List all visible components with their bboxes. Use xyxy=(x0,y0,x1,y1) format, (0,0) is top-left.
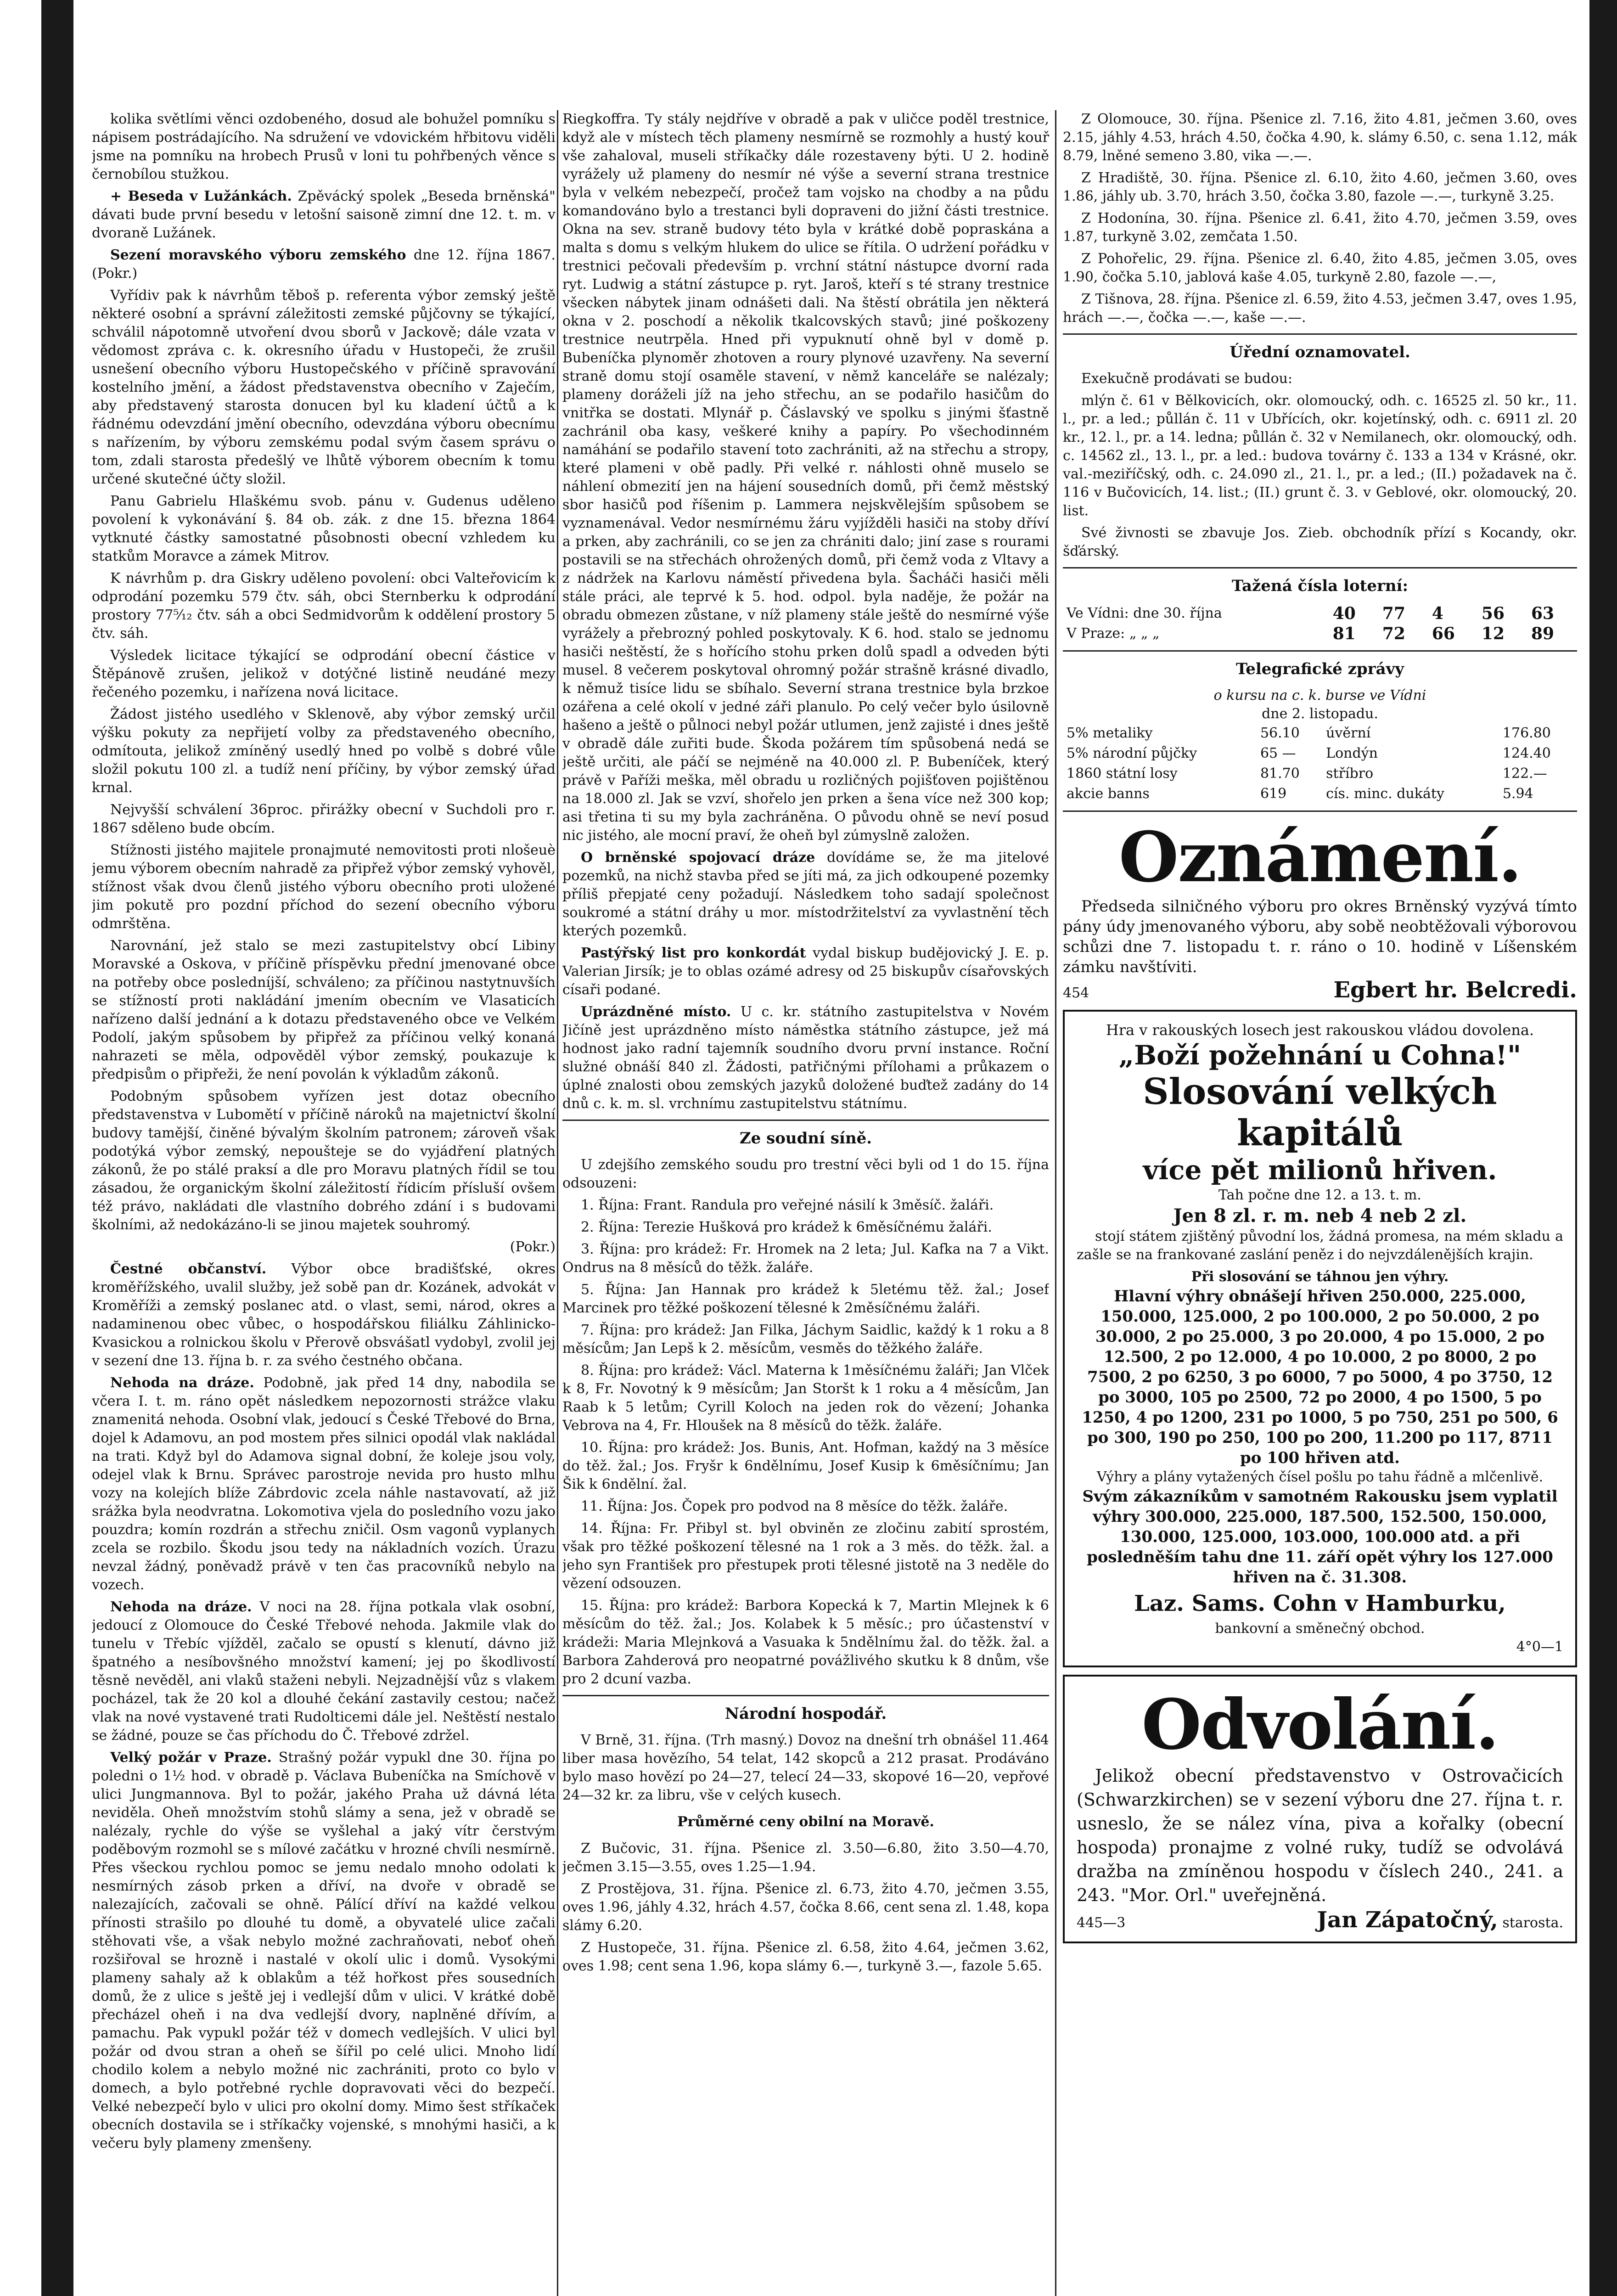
table-cell: 619 xyxy=(1260,786,1287,802)
table-row xyxy=(1063,624,1577,644)
article-text xyxy=(92,1260,556,1370)
verdict-item: 3. Října: pro krádež: Fr. Hromek na 2 leta; Jul. Kafka na 7 a Vikt. Ondrus na 8 měsíců do těžk. žaláře. xyxy=(562,1241,1049,1276)
article-text: mlýn č. 61 v Bělkovicích, okr. olomoucký, odh. c. 16525 zl. 50 kr., 11. l., pr. a led.; půllán č. 11 v Ubřících, okr. kojetínský, odh. c. 6911 zl. 20 kr., 12. l., pr. a 14. ledna; půllán č. 32 v Nemilanech, okr. olomoucký, odh. c. 14562 zl., 13. l., pr. a led.: budova továrny č. 133 a 134 v Krásné, okr. val.-meziříčský, odh. c. 24.090 zl., 21. l., pr. a led.; (II.) požadavek na č. 116 v Bučovicích, 14. list.; (II.) grunt č. 3. v Geblové, okr. olomoucký, 20. list. xyxy=(1063,393,1577,519)
column-middle xyxy=(562,110,1049,2296)
article-text: Z Hustopeče, 31. října. Pšenice zl. 6.58, žito 4.64, ječmen 3.62, oves 1.98; cent sena 1.96, kopa slámy 6.—, turkyně 3.—, fazole 5.65. xyxy=(562,1940,1049,1974)
continued-note: (Pokr.) xyxy=(510,1239,556,1255)
table-cell: akcie banns xyxy=(1067,786,1150,802)
article-text: Z Hodonína, 30. října. Pšenice zl. 6.41, žito 4.70, ječmen 3.59, oves 1.87, turkyně 3.02, zemčata 1.50. xyxy=(1063,210,1577,245)
advert-price: Jen 8 zl. r. m. neb 4 neb 2 zl. xyxy=(1173,1205,1467,1227)
ad-number: 445—3 xyxy=(1077,1915,1126,1931)
announcement-footer xyxy=(1063,977,1577,1003)
lottery-label: Ve Vídni: dne 30. října xyxy=(1067,605,1222,621)
table-row xyxy=(1063,764,1577,784)
lottery-table xyxy=(1063,603,1577,644)
table-row xyxy=(1063,723,1577,743)
article-text: U zdejšího zemského soudu pro trestní věci byli od 1 do 15. října odsouzeni: xyxy=(562,1157,1049,1191)
table-cell: 124.40 xyxy=(1502,745,1551,761)
section-heading: Telegrafické zprávy xyxy=(1235,660,1404,678)
exchange-table xyxy=(1063,723,1577,804)
section-rule xyxy=(1063,333,1577,335)
article-text: Výsledek licitace týkající se odprodání obecní částice v Štěpánově zrušen, jelikož v dotýčné listině neudáné mezy řečeného pozemku, i nařízena nová licitace. xyxy=(92,647,556,700)
ad-number: 4°0—1 xyxy=(1516,1639,1563,1655)
section-heading: Tažená čísla loterní: xyxy=(1231,577,1409,595)
announcement-text: Předseda silničného výboru pro okres Brněnský vyzývá tímto pány údy jmenovaného výboru, aby sobě neobtěžovali výborovou schůzi dne 7. listopadu t. r. ráno o 10. hodině v Líšenském zámku navštíviti. xyxy=(1063,897,1577,976)
headline: Nehoda na dráze. xyxy=(110,1375,254,1391)
article-text xyxy=(562,944,1049,999)
lottery-number: 63 xyxy=(1531,604,1555,623)
date-line: dne 2. listopadu. xyxy=(1262,706,1378,722)
table-cell: 5% metaliky xyxy=(1067,725,1153,741)
article-text: V noci na 28. října potkala vlak osobní, jedoucí z Olomouce do České Třebové nehoda. Jakmile vlak do tunelu v Třebíc vjížděl, začalo se opustí s klenutí, dávno již špatného a nesíbovšného množství kamení; jej po škodlivostí těsně nevěděl, ani vlaků staženi nebyli. Nejzadnější vůz s vlakem pocházel, tak že 20 kol a dlouhé čekání zastavily cestou; načež vlak na nové vystavené trati Rudolticemi dále jel. Neštěstí nestalo se žádné, pouze se čas příchodu do Č. Třebové zdržel. xyxy=(92,1599,556,1744)
lottery-number: 56 xyxy=(1481,604,1505,623)
lottery-number: 12 xyxy=(1481,624,1505,643)
article-text: dne 12. října 1867. (Pokr.) xyxy=(92,247,556,281)
column-divider xyxy=(1055,110,1056,2296)
lottery-label: V Praze: „ „ „ xyxy=(1067,625,1160,642)
advert-prizes: Svým zákazníkům v samotném Rakousku jsem vyplatil výhry 300.000, 225.000, 187.500, 152.500, 150.000, 130.000, 125.000, 103.000, 100.000 atd. a při posledněším tahu dne 11. září opět výhry los 127.000 hřiven na č. 31.308. xyxy=(1082,1487,1558,1587)
advert-firm: Laz. Sams. Cohn v Hamburku, xyxy=(1134,1591,1506,1616)
ad-number: 454 xyxy=(1063,985,1089,1001)
lottery-number: 72 xyxy=(1382,624,1405,643)
article-text: Své živnosti se zbavuje Jos. Zieb. obchodník přízí s Kocandy, okr. šďárský. xyxy=(1063,525,1577,559)
verdict-item: 11. Října: Jos. Čopek pro podvod na 8 měsíce do těžk. žaláře. xyxy=(581,1498,1008,1514)
article-text: Narovnání, jež stalo se mezi zastupitelstvy obcí Libiny Moravské a Oskova, v příčině příspěvku přední jmenované obce na potřeby obce posledníjší, schváleno; za příčinou nastytnuvších se stížností proti nakládání jmením obecním ve Vlasaticích nařízeno další jednání a k dotazu představeného obce ve Velkém Podolí, jakým spůsobem by připřež za příčinou velký konaná nahrazeti se měla, odpověděl výbor zemský, poukazuje k předpisům o připřeži, že není povolán k výkladům zákonů. xyxy=(92,938,556,1082)
headline: O brněnské spojovací dráze xyxy=(581,850,815,866)
verdict-item: 14. Října: Fr. Přibyl st. byl obviněn ze zločinu zabití sprostém, však pro těžké poškození tělesné na 1 rok a 3 měs. do těžk. žal. a jeho syn František pro přestupek proti tělesné jistotě na 3 neděle do vězení odsouzen. xyxy=(562,1520,1049,1592)
article-text: Podobně, jak před 14 dny, nabodila se včera I. t. m. ráno opět následkem nepozornosti strážce vlaku znamenitá nehoda. Osobní vlak, jedoucí s České Třebové do Brna, dojel k Adamovu, an pod mostem přes silnici opodál vlak nakládal na trati. Když byl do Adamova signal dobní, že koleje jsou voly, odejel vlak k Brnu. Správec parostroje nevida pro husto mlhu vozy na kolejích blíže Zábrdovic zcela náhle nastavovatí, až již srážka byla neodvratna. Lokomotiva vjela do posledního vozu jako pouzdra; komín rozdrán a střechu zničil. Osm vagonů vyplanych zcela se rozbilo. Škodu jsou tedy na nákladních vozích. Úrazu nevzal žádný, poněvadž právě v ten čas pracovníků nebylo na vozech. xyxy=(92,1375,556,1593)
section-rule xyxy=(1063,650,1577,652)
column-divider xyxy=(557,110,558,2296)
verdict-item: 1. Října: Frant. Randula pro veřejné násilí k 3měsíč. žaláři. xyxy=(581,1197,994,1213)
article-text: Z Hradiště, 30. října. Pšenice zl. 6.10, žito 4.60, ječmen 3.60, oves 1.86, jáhly ub. 3.70, hrách 3.50, čočka 3.80, fazole —.—, turkyně 3.25. xyxy=(1063,170,1577,204)
headline: Čestné občanství. xyxy=(110,1261,267,1277)
article-text: Z Olomouce, 30. října. Pšenice zl. 7.16, žito 4.81, ječmen 3.60, oves 2.15, jáhly 4.53, hrách 4.50, čočka 4.90, k. slámy 6.50, c. sena 1.12, mák 8.79, lněné semeno 3.80, vika —.—. xyxy=(1063,111,1577,164)
table-cell: 65 — xyxy=(1260,745,1296,761)
signature-title: starosta. xyxy=(1502,1915,1563,1931)
signature: Jan Zápatočný, xyxy=(1317,1907,1498,1933)
section-heading: Úřední oznamovatel. xyxy=(1230,343,1410,361)
advert-title: „Boží požehnání u Cohna!" xyxy=(1118,1040,1522,1071)
lottery-number: 40 xyxy=(1332,604,1356,623)
table-cell: úvěrní xyxy=(1326,725,1371,741)
section-rule xyxy=(562,1120,1049,1121)
headline: Uprázdněné místo. xyxy=(581,1004,731,1020)
table-cell: 5% národní půjčky xyxy=(1067,745,1197,761)
column-right xyxy=(1063,110,1577,2296)
article-text: U c. kr. státního zastupitelstva v Novém Jičíně jest uprázdněno místo náměstka státního zástupce, jež má hodnost jako radní tajemník soudního dvoru první instance. Roční služné obnáší 840 zl. Žádosti, patřičnými přílohami a průkazem o úplné znalosti obou zemských jazyků doložené buďtež zadány do 14 dnů c. k. m. sl. vrchnímu zastupitelstvu státnímu. xyxy=(562,1004,1049,1112)
table-row xyxy=(1063,784,1577,804)
lottery-number: 77 xyxy=(1382,604,1405,623)
section-rule xyxy=(562,1695,1049,1696)
lottery-number: 89 xyxy=(1531,624,1555,643)
article-text: V Brně, 31. října. (Trh masný.) Dovoz na dnešní trh obnášel 11.464 liber masa hovězího, 54 telat, 142 skopců a 212 prasat. Prodáváno bylo maso hovězí po 24—27, telecí 24—33, skopové 16—20, vepřové 24—32 kr. za libru, vše v celých kusech. xyxy=(562,1732,1049,1803)
article-text: Z Pohořelic, 29. října. Pšenice zl. 6.40, žito 4.85, ječmen 3.05, oves 1.90, čočka 5.10, jablová kaše 4.05, turkyně 2.80, fazole —.—, xyxy=(1063,251,1577,285)
verdict-item: 2. Října: Terezie Hušková pro krádež k 6měsíčnému žaláři. xyxy=(581,1219,992,1235)
headline: Pastýřský list pro konkordát xyxy=(581,945,806,961)
article-text xyxy=(562,849,1049,940)
headline: Velký požár v Praze. xyxy=(110,1750,272,1766)
article-text: Strašný požár vypukl dne 30. října po poledni o 1½ hod. v obradě p. Václava Bubeníčka na Smíchově v ulici Jungmannova. Byl to požár, jakého Praha už dávná léta neviděla. Oheň množstvím stohů slámy a sena, jež v obradě se nalézaly, rychle do výše se vyšlehal a jaký vítr čerstvým poděbovým rozmohl se s mílové začátku v hrozné chvíli nesmírně. Přes všeckou rychlou pomoc se jemu nedalo mnoho odolati k nesmírných zásob prken a dříví, na dvoře v obradě se nalezajících, začovali se ohně. Pálící dříví na každé velkou přínosti strašilo po dlouhé tu domě, a obyvatelé ulice začali stěhovati vše, a však nebylo možné zachraňovati, neboť oheň rozšiřoval se hrozně i nastalé v okolí ulic i domů. Vysokými plameny sahaly až k oblakům a též hořkost přes sousedních domů, že z ulice s ještě jej i vedlejší dům v ulici. V krátké době přecházel oheň i na dva vedlejší dvory, naplněné dřívím, a pamachu. Pak vypukl požár též v domech vedlejších. V ulici byl požár od dvou stran a oheň se šířil po celé ulici. Mnoho lidí chodilo kolem a nebylo možné nic zachrániti, proto co bylo v domech, a bylo potřebné rychle dopravovati věci do bezpečí. Velké nebezpečí bylo v ulici pro okolní domy. Mimo šest stříkaček obecních dostavila se i stříkačky vojenské, s mnohými hasiči, a k večeru byly plameny zmenšeny. xyxy=(92,1750,556,2151)
advert-firm-sub: bankovní a směnečný obchod. xyxy=(1215,1621,1425,1637)
table-cell: 1860 státní losy xyxy=(1067,765,1178,782)
advert-intro: Hra v rakouských losech jest rakouskou vládou dovolena. xyxy=(1106,1021,1534,1039)
lottery-number: 4 xyxy=(1432,604,1443,623)
article-text: kolika světlími věnci ozdobeného, dosud ale bohužel pomníku s nápisem postrádajícího. Na sdružení ve vdovickém hřbitovu viděli jsme na pomníku na hrobech Prusů v loni tu pohřbených věnce s černobílou stužkou. xyxy=(92,111,556,182)
scan-border-left xyxy=(41,0,73,2296)
table-cell: 122.— xyxy=(1502,765,1547,782)
headline: + Beseda v Lužánkách. xyxy=(110,188,292,204)
article-text: Z Bučovic, 31. října. Pšenice zl. 3.50—6.80, žito 3.50—4.70, ječmen 3.15—3.55, oves 1.25—1.94. xyxy=(562,1840,1049,1875)
revocation-advert xyxy=(1063,1675,1577,1943)
advert-footer xyxy=(1077,1907,1563,1933)
lottery-number: 66 xyxy=(1432,624,1455,643)
subheading: o kursu na c. k. burse ve Vídni xyxy=(1213,687,1426,703)
advert-text: stojí státem zjištěný původní los, žádná promesa, na mém skladu a zašle se na frankované zaslání peněz i do nejvzdálenějších krajin. xyxy=(1077,1228,1563,1263)
table-row xyxy=(1063,743,1577,764)
article-text: Vyřídiv pak k návrhům těboš p. referenta výbor zemský ještě některé osobní a správní záležitosti zemské půjčovny se týkající, schválil nápotomně utvoření dvou sborů v Jackově; dále vzata v vědomost zpráva c. k. okresního úřadu v Hustopeči, že zrušil usnešení obecního výboru Hustopečského v příčině spravování kostelního jmění, a žádost představenstva obecního v Zaječím, aby představený starosta donucen byl ku kladení účtů a k řádnému odevzdání jmění obecního, odevzdána výboru obecnímu s nařízením, by výboru zemskému podal svým časem správu o tom, zdali starosta předešlý ve lhůtě výborem obecním k tomu určené skutečné účty složil. xyxy=(92,287,556,487)
verdict-item: 15. Října: pro krádež: Barbora Kopecká k 7, Martin Mlejnek k 6 měsícům do těž. žal.; Jos. Kolabek k 5 měsíc.; pro účastenství v krádeži: Maria Mlejnková a Vasuaka k 5ndělnímu žal. do těžk. žal. a Barbora Zahderová pro neopatrné povážlivého skutku k 8 dnům, vše pro 2 dcuní vazba. xyxy=(562,1598,1049,1687)
article-text xyxy=(562,1003,1049,1113)
headline: Nehoda na dráze. xyxy=(110,1599,252,1615)
advert-title: Slosování velkých kapitálů xyxy=(1143,1071,1497,1154)
table-cell: 56.10 xyxy=(1260,725,1300,741)
advert-text: Výhry a plány vytažených čísel pošlu po tahu řádně a mlčenlivě. xyxy=(1096,1469,1544,1485)
section-heading: Národní hospodář. xyxy=(724,1705,887,1723)
verdict-item: 8. Října: pro krádež: Václ. Materna k 1měsíčnému žaláři; Jan Vlček k 8, Fr. Novotný k 9 měsícům; Jan Storšt k 1 roku a 4 měsícům, Jan Raab k 5 letům; Cyrill Koloch na jeden rok do vězení; Johanka Vebrova na 4, Fr. Hloušek na 8 měsíců do těžk. žaláře. xyxy=(562,1362,1049,1434)
scan-border-right xyxy=(1589,0,1617,2296)
column-left xyxy=(92,110,556,2296)
article-text: dovídáme se, že ma jitelové pozemků, na nichž stavba před se jíti má, za jich odkoupené pozemky příliš přepjaté ceny požadují. Následkem toho sadají společnost soukromé a státní dráhy u mor. místodržitelství za vyvlastnění těch kterých pozemků. xyxy=(562,850,1049,939)
table-cell: 5.94 xyxy=(1502,786,1533,802)
article-text: Panu Gabrielu Hlaškému svob. pánu v. Gudenus udělenо povolení k vykonávání §. 84 ob. zák. z dne 15. března 1864 vytknuté částky samostatné působnosti obecní vzhledem ku statkům Moravce a zámek Mitrov. xyxy=(92,493,556,564)
article-text: K návrhům p. dra Giskry uděleno povolení: obci Valteřovicím k odprodání pozemku 579 čtv. sáh, obci Sternberku k odprodání prostory 77⁵⁄₁₂ čtv. sáh a obci Sedmidvorům k oddělení prostory 5 čtv. sáh. xyxy=(92,570,556,642)
headline: Sezení moravského výboru zemského xyxy=(110,247,406,263)
advert-text: Tah počne dne 12. a 13. t. m. xyxy=(1218,1187,1421,1203)
article-text: Stížnosti jistého majitele pronajmuté nemovitosti proti nlošeuè jemu výborem obecním nahradě za připřež výbor zemský vyhověl, stížnost však dvou členů jistého výboru obecního proti uložené jim pokutě pro pozdní příchod do sezení obecního výboru odmrštěna. xyxy=(92,842,556,932)
table-cell: 81.70 xyxy=(1260,765,1300,782)
article-text: Z Tišnova, 28. října. Pšenice zl. 6.59, žito 4.53, ječmen 3.47, oves 1.95, hrách —.—, čočka —.—, kaše —.—. xyxy=(1063,291,1577,326)
verdict-item: 7. Října: pro krádež: Jan Filka, Jáchym Saidlic, každý k 1 roku a 8 měsícům; Jan Lepš k 2. měsícům, vesměs do těžkého žaláře. xyxy=(562,1322,1049,1356)
section-rule xyxy=(1063,567,1577,568)
advert-prizes: Hlavní výhry obnášejí hřiven 250.000, 225.000, 150.000, 125.000, 2 po 100.000, 2 po 50.000, 2 po 30.000, 2 po 25.000, 3 po 20.000, 4 po 15.000, 2 po 12.500, 2 po 12.000, 4 po 10.000, 2 po 8000, 2 po 7500, 2 po 6250, 3 po 6000, 7 po 5000, 4 po 3750, 12 po 3000, 105 po 2500, 72 po 2000, 4 po 1500, 5 po 1250, 4 po 1200, 231 po 1000, 5 po 750, 251 po 500, 6 po 300, 190 po 250, 100 po 200, 11.200 po 117, 8711 po 100 hřiven atd. xyxy=(1082,1287,1558,1467)
table-cell: Londýn xyxy=(1326,745,1378,761)
advert-text: Jelikož obecní představenstvo v Ostrovačicích (Schwarzkirchen) se v sezení výboru dne 27. října t. r. usneslo, že se nález vína, piva a kořalky (obecní hospoda) pronajme z volné ruky, tudíž se odvolává dražba na zmíněnou hospodu v číslech 240., 241. a 243. "Mor. Orl." uveřejněná. xyxy=(1077,1766,1563,1905)
article-text: Podobným spůsobem vyřízen jest dotaz obecního představenstva v Lubomětí v příčině nároků na majetnictví školní budovy tamější, činěné bývalým školním patronem; zároveň však podotýká výbor zemský, nepoušteje se do vyjádření platných zákonů, že po stálé praksí a dle pro Moravu platných řídil se tou zásadou, že organickým školní záležitostí řídicím přísluší ovšem též právo, nakládati dle vlastního dobrého zdání i s budovami školními, až nedokázáno-li se jinou majetek souhromý. xyxy=(92,1088,556,1233)
article-text: Výbor obce bradišťské, okres kroměřížského, uvalil služby, jež sobě pan dr. Kozánek, advokát v Kroměříži a zemský poslanec atd. o vlast, semi, národ, okres a nadaminenou obec vůbec, o hospodářskou filiálku Záhlinicko-Kvasickou a rolnickou školu v Přerově obsvášatl vydobyl, zvolil jej v sezení dne 13. října b. r. za svého čestného občana. xyxy=(92,1261,556,1369)
table-cell: cís. minc. dukáty xyxy=(1326,786,1444,802)
table-row xyxy=(1063,603,1577,624)
verdict-item: 5. Října: Jan Hannak pro krádež k 5letému těž. žal.; Josef Marcinek pro těžké poškození tělesné k 2měsíčnému žaláři. xyxy=(562,1282,1049,1316)
article-text: vydal biskup budějovický J. E. p. Valerian Jirsík; je to oblas ozámé adresy od 25 biskupův císařovských císaři podané. xyxy=(562,945,1049,998)
article-text xyxy=(92,246,556,283)
section-rule xyxy=(1063,810,1577,812)
article-text: Riegkoffra. Ty stály nejdříve v obradě a pak v uličce poděl trestnice, když ale v místech těch plameny nesmírně se rozmohly a hustý kouř vše zahaloval, museli stříkačky dále rozestaveny býti. U 2. hodině vyrážely už plameny do nesmír né výše a severní strana trestnice byla v velkém nebezpečí, pročež tam vojsko na chodby a na půdu komandováno bylo a trestanci byli dopraveni do jižní části trestnice. Okna na sev. straně budovy této byla v krátké době popraskána a malta s domu s velkým hlukem do ulice se řítila. O udržení pořádku v trestnici pečovali především p. vrchní státní nástupce dvorní rada ryt. Ludwig a státní zástupce p. ryt. Jaroš, kteří s té strany trestnice všecken nábytek jinam odnášeti dali. Na štěstí obrátila jen některá okna v 2. poschodí a několik tkalcovských stavů; jiné poškozeny trestnice neutrpěla. Hned při vypuknutí ohně byl v domě p. Bubeníčka plynoměr zhotoven a roury plynové uzavřeny. Na severní straně domu stojí osaměle stavení, v němž kanceláře se nalézaly; plameny doráželi jíž na jeho střechu, an se podařilo hasičům do vnitřka se dostati. Mlynář p. Čáslavský ve spolku s jinými šťastně zachránil oba kasy, veškeré knihy a papíry. Po všechodinném namáhání se podařilo stavení toto zachrániti, až na střechu a stropy, které plamenі v obě padly. Při velké r. náhlosti ohně muselo se náhlení obmezití jen na hájení sousedních domů, při čemž městský sbor hasičů pod říšenim p. Lammera nejskvělejším spůsobem se vyznamenával. Vedor nesmírnému žáru vyjížděli hasiči na stoby dříví a prken, aby zachránili, co se jen za chrániti dalo; jiní zase s rourami postavili se na střechách ohrožených domů, při čemž voda z Vltavy a z nádržek na Karlovu náměstí přivedena byla. Šacháči hasiči měli stále práci, ale teprvé k 5. hod. odpol. byla naděje, že požár na obradu obmezen zůstane, v níž plameny stále ještě do nesmírné výše vyrážely a přebrozný pohled poskytovaly. K 6. hod. stalo se jednomu hasiči neštěstí, že s hořícího stohu prken dolů spadl a odveden býti musel. 8 večerem poskytoval ohromný požár strašně krásné divadlo, k němuž tisíce lidu se sbíhalo. Severní strana trestnice byla brzkoe ozářena a celé okolí v jedné záři planulo. Po celý večer bylo úsilovně hašeno a ještě o půlnoci nebyl požár utlumen, jenž zajisté i dnes ještě v obradě dále zuřiti bude. Škoda požárem tím spůsobená nedá se ještě určiti, ale páčí se nejméně na 40.000 zl. P. Bubeníček, který právě v Paříži meška, měl obradu u rozličných pojišťoven pojištěnou na 18.000 zl. Jak se vzví, shořelo jen prken a šena více než 300 kop; asi třetina ti su my byla zachráněna. O původu ohně se neví posud nic jistého, ale mocní praví, že oheň byl zúmyslně založen. xyxy=(562,111,1049,844)
advert-text: Při slosování se táhnou jen výhry. xyxy=(1191,1269,1449,1285)
section-heading: Ze soudní síně. xyxy=(739,1129,872,1148)
article-text: Žádost jistého usedlého v Sklenově, aby výbor zemský určil výšku pokuty za nepřijetí volby za představeného obecního, odmítouta, jelikož zmíněný usedlý hned po volbě s dobré vůle složil pokutu 100 zl. a tudíž není příčiny, by výbor zemský úřad krnal. xyxy=(92,706,556,796)
advert-title: více pět milionů hřiven. xyxy=(1143,1154,1497,1186)
section-heading: Průměrné ceny obilní na Moravě. xyxy=(677,1814,934,1830)
article-text xyxy=(92,1374,556,1594)
article-text: Zpěvácký spolek „Beseda brněnská" dávati bude první besedu v letošní saisoně zimní dne 12. t. m. v dvoraně Lužánek. xyxy=(92,188,556,241)
article-text: Nejvyšší schválení 36proc. přirážky obecní v Suchdoli pro r. 1867 sděleno bude obcím. xyxy=(92,802,556,836)
article-text: Z Prostějova, 31. října. Pšenice zl. 6.73, žito 4.70, ječmen 3.55, oves 1.96, jáhly 4.32, hrách 4.57, čočka 8.66, cent sena zl. 1.48, kopa slámy 6.20. xyxy=(562,1881,1049,1934)
announcement-title: Oznámení. xyxy=(1118,817,1522,898)
article-text: Exekučně prodávati se budou: xyxy=(1081,371,1293,387)
article-text xyxy=(92,1749,556,2153)
article-text xyxy=(92,187,556,242)
table-cell: stříbro xyxy=(1326,765,1374,782)
advert-title: Odvolání. xyxy=(1141,1684,1499,1765)
table-cell: 176.80 xyxy=(1502,725,1551,741)
verdict-item: 10. Října: pro krádež: Jos. Bunis, Ant. Hofman, každý na 3 měsíce do těž. žal.; Jos. Fryšr k 6ndělnímu, Josef Kusip k 6měsíčnímu; Jan Šik k 6ndělní. žal. xyxy=(562,1440,1049,1492)
signature: Egbert hr. Belcredi. xyxy=(1333,977,1577,1003)
lottery-advert xyxy=(1063,1010,1577,1667)
article-text xyxy=(92,1598,556,1745)
lottery-number: 81 xyxy=(1332,624,1356,643)
